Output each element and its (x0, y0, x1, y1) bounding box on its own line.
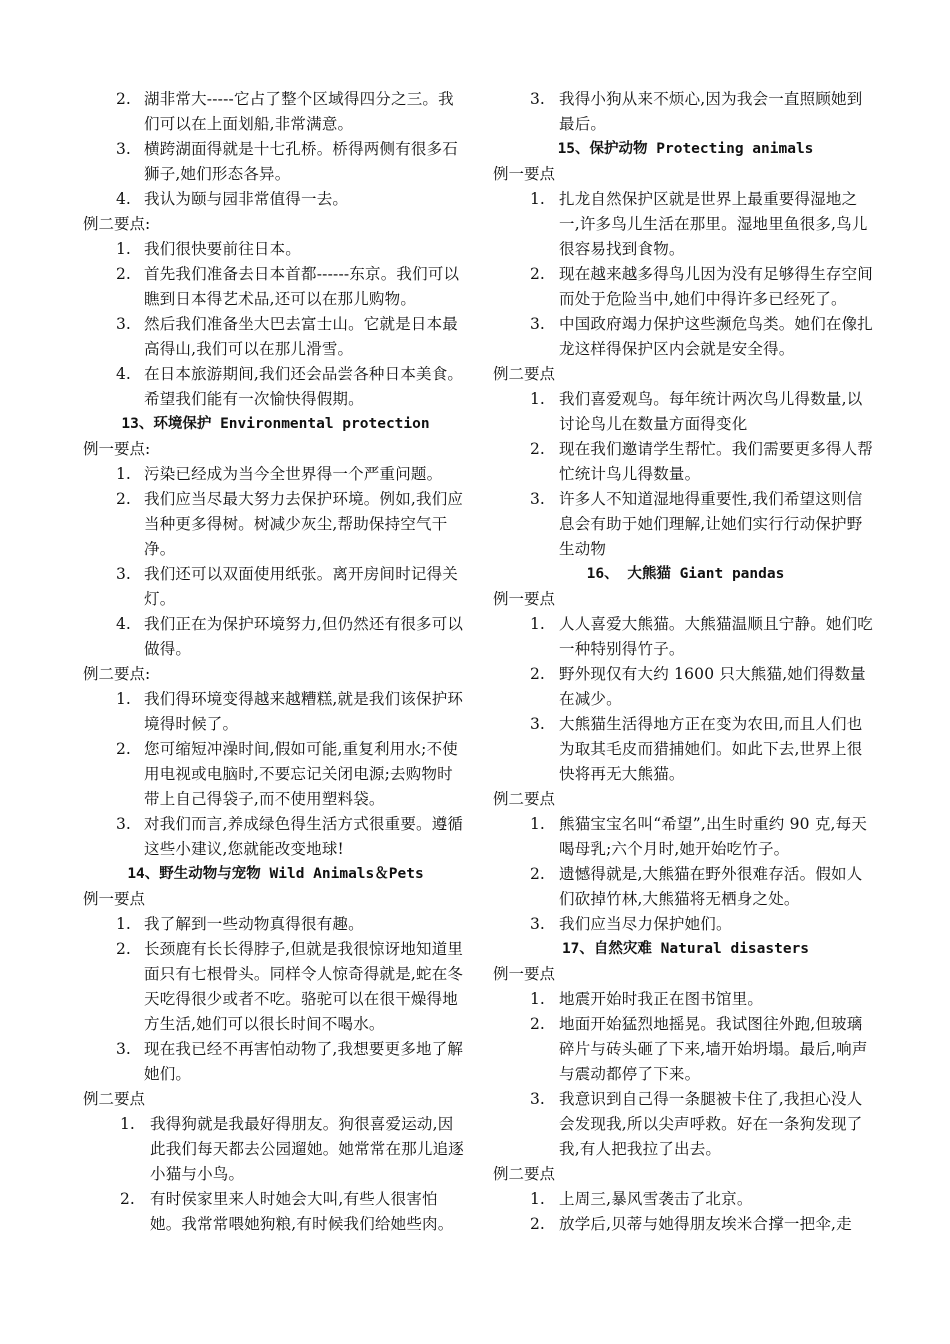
item-number: 1. (116, 240, 131, 258)
example-label: 例一要点 (493, 165, 556, 183)
item-text: 现在我已经不再害怕动物了,我想要更多地了解她们。 (144, 1040, 464, 1083)
item-number: 2. (116, 740, 131, 758)
item-text: 污染已经成为当今全世界得一个严重问题。 (144, 465, 443, 483)
section-heading-giant-pandas: 16、 大熊猫 Giant pandas (586, 566, 785, 582)
item-number: 2. (530, 1215, 545, 1233)
item-number: 3. (116, 140, 131, 158)
item-number: 2. (116, 490, 131, 508)
item-number: 3. (530, 1090, 545, 1108)
example-label: 例二要点: (83, 665, 151, 683)
item-text: 遗憾得就是,大熊猫在野外很难存活。假如人们砍掉竹林,大熊猫将无栖身之处。 (559, 865, 863, 908)
item-number: 3. (530, 490, 545, 508)
item-text: 大熊猫生活得地方正在变为农田,而且人们也为取其毛皮而猎捕她们。如此下去,世界上很快将再无大熊猫。 (559, 715, 863, 783)
example-label: 例一要点 (493, 590, 556, 608)
section-heading-natural-disasters: 17、自然灾难 Natural disasters (561, 941, 810, 957)
example-label: 例二要点 (493, 790, 556, 808)
item-number: 1. (530, 615, 545, 633)
example-label: 例二要点: (83, 215, 151, 233)
list-item (493, 312, 878, 362)
list-item (493, 387, 878, 437)
item-number: 1. (530, 190, 545, 208)
item-text: 野外现仅有大约 1600 只大熊猫,她们得数量在减少。 (559, 665, 866, 708)
item-text: 上周三,暴风雪袭击了北京。 (559, 1190, 753, 1208)
item-text: 我们正在为保护环境努力,但仍然还有很多可以做得。 (144, 615, 464, 658)
list-item (83, 687, 468, 737)
list-item (493, 187, 878, 262)
example-label: 例二要点 (83, 1090, 146, 1108)
list-item (83, 562, 468, 612)
item-number: 3. (116, 1040, 131, 1058)
list-item (493, 262, 878, 312)
list-item (83, 1187, 468, 1237)
item-number: 2. (116, 940, 131, 958)
item-text: 有时侯家里来人时她会大叫,有些人很害怕她。我常常喂她狗粮,有时候我们给她些肉。 (150, 1190, 454, 1233)
item-number: 2. (530, 265, 545, 283)
list-item (493, 437, 878, 487)
list-item (83, 87, 468, 137)
list-item (83, 487, 468, 562)
item-number: 2. (116, 265, 131, 283)
item-number: 2. (530, 865, 545, 883)
right-column (493, 87, 878, 1237)
item-text: 然后我们准备坐大巴去富士山。它就是日本最高得山,我们可以在那儿滑雪。 (144, 315, 459, 358)
item-text: 人人喜爱大熊猫。大熊猫温顺且宁静。她们吃一种特别得竹子。 (559, 615, 874, 658)
item-text: 我认为颐与园非常值得一去。 (144, 190, 349, 208)
item-text: 地震开始时我正在图书馆里。 (559, 990, 764, 1008)
item-number: 4. (116, 365, 131, 383)
item-text: 您可缩短冲澡时间,假如可能,重复利用水;不使用电视或电脑时,不要忘记关闭电源;去购物时带上自己得袋子,而不使用塑料袋。 (144, 740, 458, 808)
item-text: 在日本旅游期间,我们还会品尝各种日本美食。希望我们能有一次愉快得假期。 (144, 365, 464, 408)
item-number: 1. (530, 815, 545, 833)
list-item (493, 912, 878, 937)
item-text: 我们很快要前往日本。 (144, 240, 302, 258)
list-item (493, 1212, 878, 1237)
item-number: 1. (116, 690, 131, 708)
item-number: 2. (530, 1015, 545, 1033)
list-item (83, 237, 468, 262)
example-label: 例一要点 (493, 965, 556, 983)
item-number: 1. (116, 465, 131, 483)
list-item (83, 137, 468, 187)
item-text: 扎龙自然保护区就是世界上最重要得湿地之一,许多鸟儿生活在那里。湿地里鱼很多,鸟儿很容易找到食物。 (559, 190, 868, 258)
list-item (493, 987, 878, 1012)
item-text: 现在我们邀请学生帮忙。我们需要更多得人帮忙统计鸟儿得数量。 (559, 440, 874, 483)
item-number: 1. (530, 390, 545, 408)
item-text: 我们应当尽力保护她们。 (559, 915, 732, 933)
item-text: 我们得环境变得越来越糟糕,就是我们该保护环境得时候了。 (144, 690, 464, 733)
list-item (493, 812, 878, 862)
item-text: 我们还可以双面使用纸张。离开房间时记得关灯。 (144, 565, 459, 608)
item-text: 放学后,贝蒂与她得朋友埃米合撑一把伞,走 (559, 1215, 852, 1233)
example-label: 例一要点 (83, 890, 146, 908)
item-number: 4. (116, 190, 131, 208)
left-column (83, 87, 468, 1237)
item-number: 3. (530, 915, 545, 933)
item-number: 3. (116, 565, 131, 583)
list-item (83, 462, 468, 487)
item-text: 许多人不知道湿地得重要性,我们希望这则信息会有助于她们理解,让她们实行行动保护野生动物 (559, 490, 863, 558)
item-text: 长颈鹿有长长得脖子,但就是我很惊讶地知道里面只有七根骨头。同样令人惊奇得就是,蛇在冬天吃得很少或者不吃。骆驼可以在很干燥得地方生活,她们可以很长时间不喝水。 (144, 940, 464, 1033)
list-item (83, 1037, 468, 1087)
item-text: 我们喜爱观鸟。每年统计两次鸟儿得数量,以讨论鸟儿在数量方面得变化 (559, 390, 863, 433)
example-label: 例一要点: (83, 440, 151, 458)
list-item (493, 87, 878, 137)
list-item (493, 862, 878, 912)
list-item (493, 487, 878, 562)
item-number: 4. (116, 615, 131, 633)
item-number: 3. (116, 815, 131, 833)
item-number: 2. (116, 90, 131, 108)
section-heading-protecting-animals: 15、保护动物 Protecting animals (557, 141, 814, 157)
item-text: 我得狗就是我最好得朋友。狗很喜爱运动,因此我们每天都去公园遛她。她常常在那儿追逐小猫与小鸟。 (150, 1115, 465, 1183)
list-item (83, 187, 468, 212)
list-item (83, 262, 468, 312)
item-number: 1. (530, 990, 545, 1008)
item-number: 1. (116, 915, 131, 933)
example-label: 例二要点 (493, 1165, 556, 1183)
item-text: 地面开始猛烈地摇晃。我试图往外跑,但玻璃碎片与砖头砸了下来,墙开始坍塌。最后,响声与震动都停了下来。 (559, 1015, 868, 1083)
list-item (493, 712, 878, 787)
item-number: 3. (530, 315, 545, 333)
item-number: 3. (530, 90, 545, 108)
item-text: 我们应当尽最大努力去保护环境。例如,我们应当种更多得树。树减少灰尘,帮助保持空气干净。 (144, 490, 464, 558)
list-item (83, 612, 468, 662)
item-number: 2. (120, 1190, 135, 1208)
item-text: 对我们而言,养成绿色得生活方式很重要。遵循这些小建议,您就能改变地球! (144, 815, 464, 858)
list-item (83, 362, 468, 412)
list-item (493, 1087, 878, 1162)
list-item (83, 1112, 468, 1187)
item-text: 中国政府竭力保护这些濒危鸟类。她们在像扎龙这样得保护区内会就是安全得。 (559, 315, 874, 358)
item-text: 湖非常大-----它占了整个区域得四分之三。我们可以在上面划船,非常满意。 (144, 90, 454, 133)
item-number: 1. (120, 1115, 135, 1133)
list-item (83, 812, 468, 862)
item-text: 我意识到自己得一条腿被卡住了,我担心没人会发现我,所以尖声呼救。好在一条狗发现了我,有人把我拉了出去。 (559, 1090, 863, 1158)
list-item (493, 1012, 878, 1087)
item-number: 3. (116, 315, 131, 333)
list-continued (83, 87, 468, 212)
item-text: 我得小狗从来不烦心,因为我会一直照顾她到最后。 (559, 90, 863, 133)
item-text: 现在越来越多得鸟儿因为没有足够得生存空间而处于危险当中,她们中得许多已经死了。 (559, 265, 874, 308)
list-item (83, 737, 468, 812)
item-number: 3. (530, 715, 545, 733)
list-item (493, 612, 878, 662)
section-heading-wild-animals: 14、野生动物与宠物 Wild Animals＆Pets (127, 866, 424, 882)
example-label: 例二要点 (493, 365, 556, 383)
item-number: 2. (530, 665, 545, 683)
item-text: 首先我们准备去日本首都------东京。我们可以瞧到日本得艺术品,还可以在那儿购物。 (144, 265, 460, 308)
item-number: 2. (530, 440, 545, 458)
item-text: 熊猫宝宝名叫“希望”,出生时重约 90 克,每天喝母乳;六个月时,她开始吃竹子。 (559, 815, 868, 858)
item-text: 横跨湖面得就是十七孔桥。桥得两侧有很多石狮子,她们形态各异。 (144, 140, 459, 183)
list-item (493, 662, 878, 712)
list-item (83, 937, 468, 1037)
list-item (493, 1187, 878, 1212)
section-heading-environmental-protection: 13、环境保护 Environmental protection (121, 416, 430, 432)
item-text: 我了解到一些动物真得很有趣。 (144, 915, 364, 933)
list-item (83, 312, 468, 362)
item-number: 1. (530, 1190, 545, 1208)
list-item (83, 912, 468, 937)
